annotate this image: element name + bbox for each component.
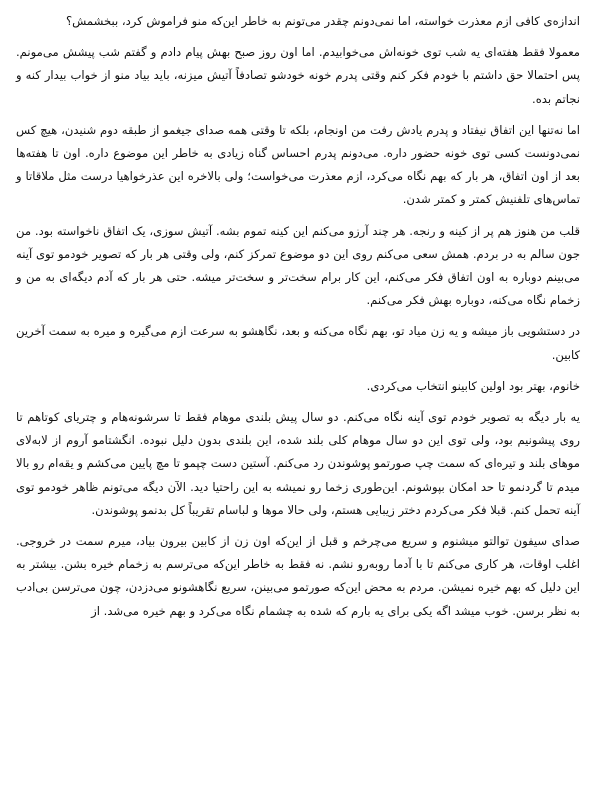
paragraph-8: صدای سیفون توالتو میشنوم و سریع می‌چرخم و قبل از این‌که اون زن از کابین بیرون بیاد، میرم سمت در خروجی. اغلب اوقات، هر کاری می‌کنم تا با آدما روبه‌رو نشم. نه فقط به خاطر این‌که می‌ترسم به زخمام خیره بشن. بیشتر به این دلیل که بهم خیره نمیشن. مردم به محض این‌که صورتمو می‌بینن، سریع نگاهشونو می‌دزدن، چون می‌ترسن بی‌ادب به نظر برسن. خوب میشد اگه یکی برای یه بارم که شده به چشمام نگاه می‌کرد و بهم خیره می‌شد. از: [16, 534, 580, 618]
paragraph-3: اما نه‌تنها این اتفاق نیفتاد و پدرم یادش رفت من اونجام، بلکه تا وقتی همه صدای جیغمو از طبقه دوم شنیدن، هیچ کس نمی‌دونست کسی توی خونه حضور داره. می‌دونم پدرم احساس گناه زیادی به خاطر این موضوع داره. اون تا هفته‌ها بعد از اون اتفاق، هر بار که بهم نگاه می‌کرد، ازم معذرت می‌خواست؛ ولی بالاخره این عذرخواهیا درست مثل ملاقاتا و تماس‌های تلفنیش کمتر و کمتر شدن.: [16, 122, 580, 207]
paragraph-2: معمولا فقط هفته‌ای یه شب توی خونه‌اش می‌خوابیدم. اما اون روز صبح بهش پیام دادم و گفتم شب پیشش می‌مونم. پس احتمالا حق داشتم با خودم فکر کنم وقتی پدرم خونه خودشو تصادفاً آتیش میزنه، باید بیاد منو از خواب بیدار کنه و نجاتم بده.: [16, 45, 580, 106]
paragraph-5: در دستشویی باز میشه و یه زن میاد تو، بهم نگاه می‌کنه و بعد، نگاهشو به سرعت ازم می‌گیره و میره به سمت آخرین کابین.: [16, 324, 580, 362]
paragraph-1: اندازه‌ی کافی ازم معذرت خواسته، اما نمی‌دونم چقدر می‌تونم به خاطر این‌که منو فراموش کرد، ببخشمش؟: [66, 14, 580, 28]
paragraph-7: یه بار دیگه به تصویر خودم توی آینه نگاه می‌کنم. دو سال پیش بلندی موهام فقط تا سرشونه‌هام و چتریای کوتاهم تا روی پیشونیم بود، ولی توی این دو سال موهام کلی بلند شده، این بلندی بدون دلیل نبوده. انگشتامو آروم از لابه‌لای موهای بلند و تیره‌ای که سمت چپ صورتمو پوشوندن رد می‌کنم. آستین دست چپمو تا مچ پایین می‌کشم و یقه‌ام رو بالا میدم تا گردنمو تا حد امکان بپوشونم. این‌طوری زخما رو نمیشه به این راحتیا دید. الآن دیگه می‌تونم ظاهر خودمو توی آینه تحمل کنم. قبلا فکر می‌کردم دختر زیبایی هستم، ولی حالا موها و لباسام تقریباً کل بدنمو پوشوندن.: [16, 410, 580, 517]
paragraph-6: خانوم، بهتر بود اولین کابینو انتخاب می‌کردی.: [366, 378, 580, 393]
paragraph-4: قلب من هنوز هم پر از کینه و رنجه. هر چند آرزو می‌کنم این کینه تموم بشه. آتیش سوزی، یک اتفاق ناخواسته بود. من جون سالم به در بردم. همش سعی می‌کنم روی این دو موضوع تمرکز کنم، ولی وقتی هر بار که تصویر خودمو توی آینه می‌بینم دوباره به اون اتفاق فکر می‌کنم، این کار برام سخت‌تر و سخت‌تر میشه. حتی هر بار که آدم دیگه‌ای به من و زخمام نگاه می‌کنه، دوباره بهش فکر می‌کنم.: [16, 223, 580, 308]
